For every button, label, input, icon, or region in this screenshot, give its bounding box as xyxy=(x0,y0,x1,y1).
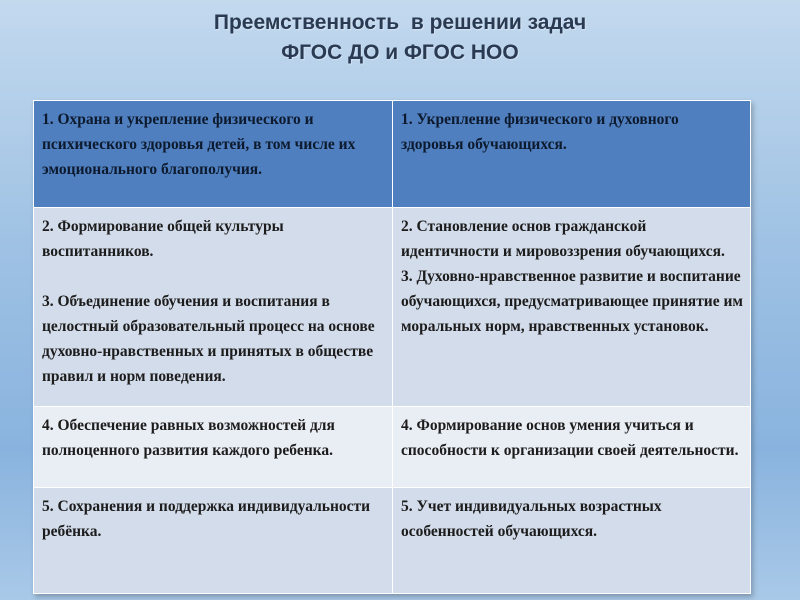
table-row xyxy=(34,488,751,594)
table-cell-noo: 5. Учет индивидуальных возрастных особенностей обучающихся. xyxy=(393,488,751,594)
table-cell-dou: 1. Охрана и укрепление физического и психического здоровья детей, в том числе их эмоционального благополучия. xyxy=(34,101,393,208)
table-row xyxy=(34,101,751,208)
comparison-table xyxy=(33,100,751,594)
table-cell-dou: 4. Обеспечение равных возможностей для полноценного развития каждого ребенка. xyxy=(34,407,393,488)
title-line-2: ФГОС ДО и ФГОС НОО xyxy=(281,41,519,64)
table-row xyxy=(34,208,751,407)
table-cell-dou: 2. Формирование общей культуры воспитанников. 3. Объединение обучения и воспитания в целостный образовательный процесс на основе духовно-нравственных и принятых в обществе правил и норм поведения. xyxy=(34,208,393,407)
table-cell-noo: 4. Формирование основ умения учиться и способности к организации своей деятельности. xyxy=(393,407,751,488)
slide-title xyxy=(0,8,800,68)
table-row xyxy=(34,407,751,488)
table-cell-dou: 5. Сохранения и поддержка индивидуальности ребёнка. xyxy=(34,488,393,594)
title-line-1: Преемственность в решении задач xyxy=(213,11,587,34)
table-cell-noo: 1. Укрепление физического и духовного здоровья обучающихся. xyxy=(393,101,751,208)
table-cell-noo: 2. Становление основ гражданской идентичности и мировоззрения обучающихся. 3. Духовно-нравственное развитие и воспитание обучающихся, предусматривающее принятие им моральных норм, нравственных установок. xyxy=(393,208,751,407)
